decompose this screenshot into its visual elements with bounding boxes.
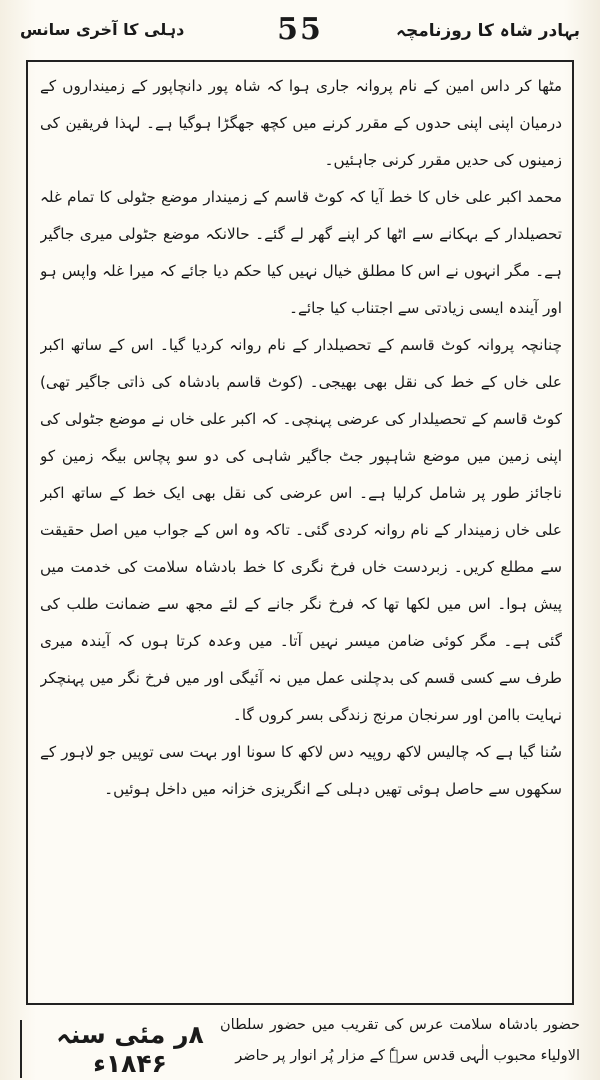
page-header bbox=[20, 12, 580, 52]
paragraph: چنانچہ پروانہ کوٹ قاسم کے تحصیلدار کے نام روانہ کردیا گیا۔ اس کے ساتھ اکبر علی خاں کے خط کی نقل بھی بھیجی۔ (کوٹ قاسم بادشاہ کی ذاتی جاگیر تھی) کوٹ قاسم کے تحصیلدار کی عرضی پہنچی۔ کہ اکبر علی خاں نے موضع جٹولی کی اپنی زمین میں موضع شاہپور جٹ جاگیر شاہی کی دو سو پچاس بیگہ زمین کو ناجائز طور پر شامل کرلیا ہے۔ اس عرضی کی نقل بھی ایک خط کے ساتھ اکبر علی خاں زمیندار کے نام روانہ کردی گئی۔ تاکہ وہ اس کے جواب میں اصل حقیقت سے مطلع کریں۔ زبردست خاں فرخ نگری کا خط بادشاہ سلامت کی خدمت میں پیش ہوا۔ اس میں لکھا تھا کہ فرخ نگر جانے کے لئے مجھ سے ضمانت طلب کی گئی ہے۔ مگر کوئی ضامن میسر نہیں آتا۔ میں وعدہ کرتا ہوں کہ آیندہ میری طرف سے کسی قسم کی بدچلنی عمل میں نہ آئیگی اور میں فرخ نگر میں پہنچکر نہایت باامن اور سرنجان مرنج زندگی بسر کروں گا۔ bbox=[40, 336, 562, 724]
page-number: 55 bbox=[277, 12, 323, 47]
main-text-block bbox=[40, 68, 562, 998]
entry-date-label: ۸ر مئی سنہ ۱۸۴۶ء bbox=[20, 1020, 230, 1078]
entry-text: حضور بادشاہ سلامت عرس کی تقریب میں حضور سلطان الاولیاء محبوب الٰہی قدس سرہٗ کے مزار پُر انوار پر حاضر bbox=[220, 1017, 580, 1064]
diary-entry-footer bbox=[20, 1010, 580, 1076]
paragraph: مٹھا کر داس امین کے نام پروانہ جاری ہوا کہ شاہ پور دانچاپور کے زمینداروں کے درمیان اپنی اپنی حدوں کے مقرر کرنے میں کچھ جھگڑا ہوگیا ہے۔ لہذا فریقین کی زمینوں کی حدیں مقرر کرنی جاہئیں۔ bbox=[40, 77, 562, 169]
paragraph: سُنا گیا ہے کہ چالیس لاکھ روپیہ دس لاکھ کا سونا اور بہت سی توپیں جو لاہور کے سکھوں سے حاصل ہوئی تھیں دہلی کے انگریزی خزانہ میں داخل ہوئیں۔ bbox=[40, 743, 562, 798]
paragraph: محمد اکبر علی خاں کا خط آیا کہ کوٹ قاسم کے زمیندار موضع جٹولی کا تمام غلہ تحصیلدار کے بہکانے سے اٹھا کر اپنے گھر لے گئے۔ حالانکہ موضع جٹولی میری جاگیر ہے۔ مگر انہوں نے اس کا مطلق خیال نہیں کیا حکم دیا جائے کہ میرا غلہ واپس ہو اور آیندہ ایسی زیادتی سے اجتناب کیا جائے۔ bbox=[40, 188, 562, 317]
book-title: بہادر شاہ کا روزنامچہ bbox=[396, 21, 580, 41]
running-title: دہلی کا آخری سانس bbox=[20, 20, 185, 39]
